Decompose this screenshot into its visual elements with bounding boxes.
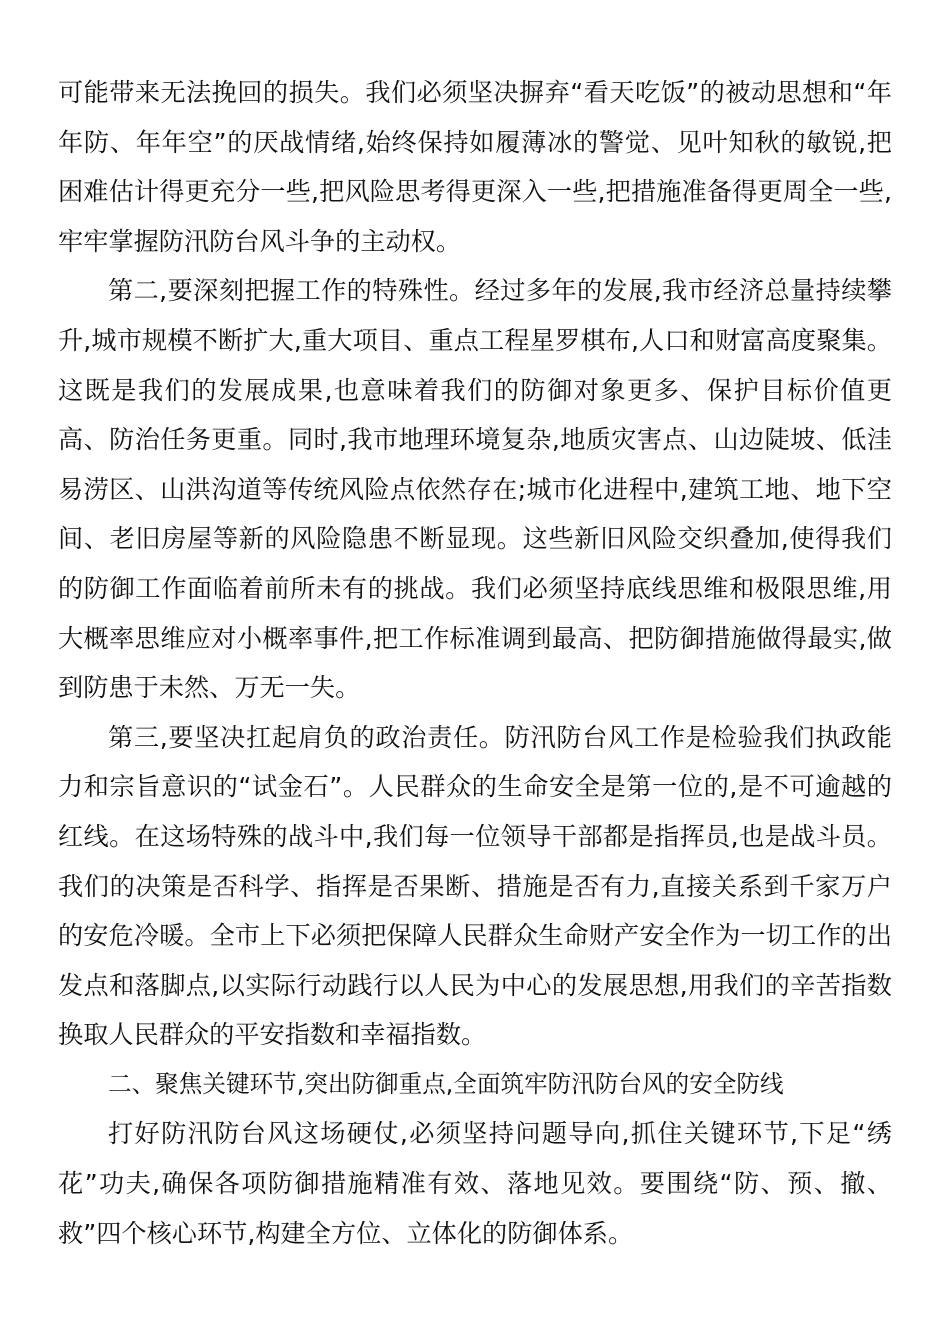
paragraph-third-point: 第三,要坚决扛起肩负的政治责任。防汛防台风工作是检验我们执政能力和宗旨意识的“试金石”。人民群众的生命安全是第一位的,是不可逾越的红线。在这场特殊的战斗中,我们每一位领导干部都是指挥员,也是战斗员。我们的决策是否科学、指挥是否果断、措施是否有力,直接关系到千家万户的安危冷暖。全市上下必须把保障人民群众生命财产安全作为一切工作的出发点和落脚点,以实际行动践行以人民为中心的发展思想,用我们的辛苦指数换取人民群众的平安指数和幸福指数。 — [58, 722, 892, 1050]
paragraph-continuation: 可能带来无法挽回的损失。我们必须坚决摒弃“看天吃饭”的被动思想和“年年防、年年空”的厌战情绪,始终保持如履薄冰的警觉、见叶知秋的敏锐,把困难估计得更充分一些,把风险思考得更深入一些,把措施准备得更周全一些,牢牢掌握防汛防台风斗争的主动权。 — [58, 78, 892, 256]
section-heading-two: 二、聚焦关键环节,突出防御重点,全面筑牢防汛防台风的安全防线 — [108, 1069, 784, 1098]
document-page — [58, 68, 892, 1258]
paragraph-second-point: 第二,要深刻把握工作的特殊性。经过多年的发展,我市经济总量持续攀升,城市规模不断扩大,重大项目、重点工程星罗棋布,人口和财富高度聚集。这既是我们的发展成果,也意味着我们的防御对象更多、保护目标价值更高、防治任务更重。同时,我市地理环境复杂,地质灾害点、山边陡坡、低洼易涝区、山洪沟道等传统风险点依然存在;城市化进程中,建筑工地、地下空间、老旧房屋等新的风险隐患不断显现。这些新旧风险交织叠加,使得我们的防御工作面临着前所未有的挑战。我们必须坚持底线思维和极限思维,用大概率思维应对小概率事件,把工作标准调到最高、把防御措施做得最实,做到防患于未然、万无一失。 — [58, 276, 892, 703]
paragraph-section-intro: 打好防汛防台风这场硬仗,必须坚持问题导向,抓住关键环节,下足“绣花”功夫,确保各项防御措施精准有效、落地见效。要围绕“防、预、撤、救”四个核心环节,构建全方位、立体化的防御体系。 — [58, 1119, 892, 1248]
